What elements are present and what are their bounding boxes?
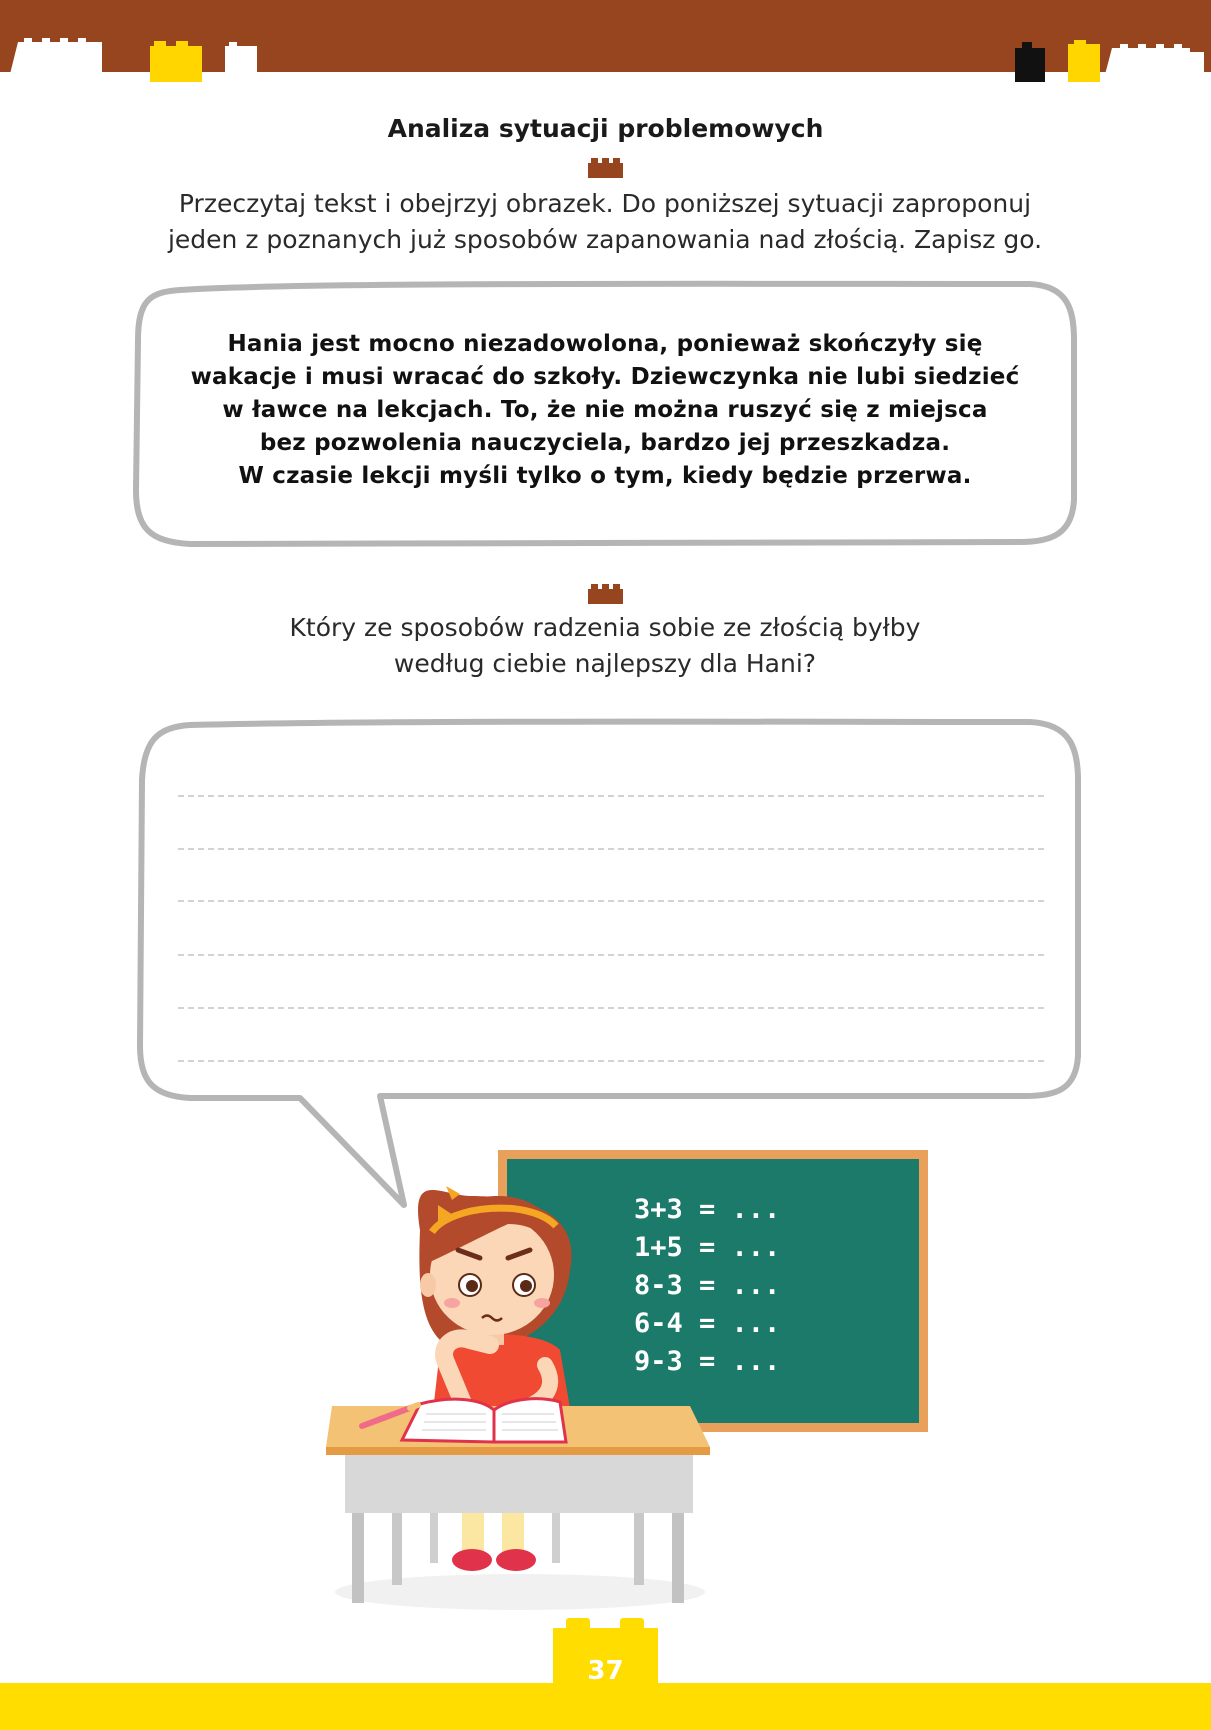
equation-5: 9-3 = ... bbox=[634, 1346, 781, 1377]
story-line-5: W czasie lekcji myśli tylko o tym, kiedy będzie przerwa. bbox=[238, 463, 972, 489]
instructions-line-1: Przeczytaj tekst i obejrzyj obrazek. Do poniższej sytuacji zaproponuj bbox=[178, 189, 1032, 218]
question-line-2: według ciebie najlepszy dla Hani? bbox=[393, 649, 817, 678]
page-number: 37 bbox=[587, 1656, 624, 1686]
instructions-line-2: jeden z poznanych już sposobów zapanowania nad złością. Zapisz go. bbox=[167, 225, 1043, 254]
equation-4: 6-4 = ... bbox=[634, 1308, 781, 1339]
question-line-1: Który ze sposobów radzenia sobie ze złością byłby bbox=[289, 613, 921, 642]
open-book bbox=[402, 1399, 566, 1442]
floor-shadow bbox=[335, 1574, 705, 1610]
story-line-4: bez pozwolenia nauczyciela, bardzo jej przeszkadza. bbox=[259, 430, 951, 456]
page-tab-stud bbox=[566, 1618, 590, 1630]
equation-3: 8-3 = ... bbox=[634, 1270, 781, 1301]
story-line-3: w ławce na lekcjach. To, że nie można ruszyć się z miejsca bbox=[222, 397, 988, 423]
girl-legs bbox=[452, 1513, 536, 1571]
story-line-2: wakacje i musi wracać do szkoły. Dziewczynka nie lubi siedzieć bbox=[190, 364, 1020, 390]
page-title: Analiza sytuacji problemowych bbox=[387, 114, 824, 143]
girl-character bbox=[418, 1186, 572, 1420]
equation-2: 1+5 = ... bbox=[634, 1232, 781, 1263]
page-tab-stud bbox=[620, 1618, 644, 1630]
footer-band bbox=[0, 1683, 1211, 1730]
story-line-1: Hania jest mocno niezadowolona, ponieważ skończyły się bbox=[227, 331, 983, 357]
equation-1: 3+3 = ... bbox=[634, 1194, 781, 1225]
